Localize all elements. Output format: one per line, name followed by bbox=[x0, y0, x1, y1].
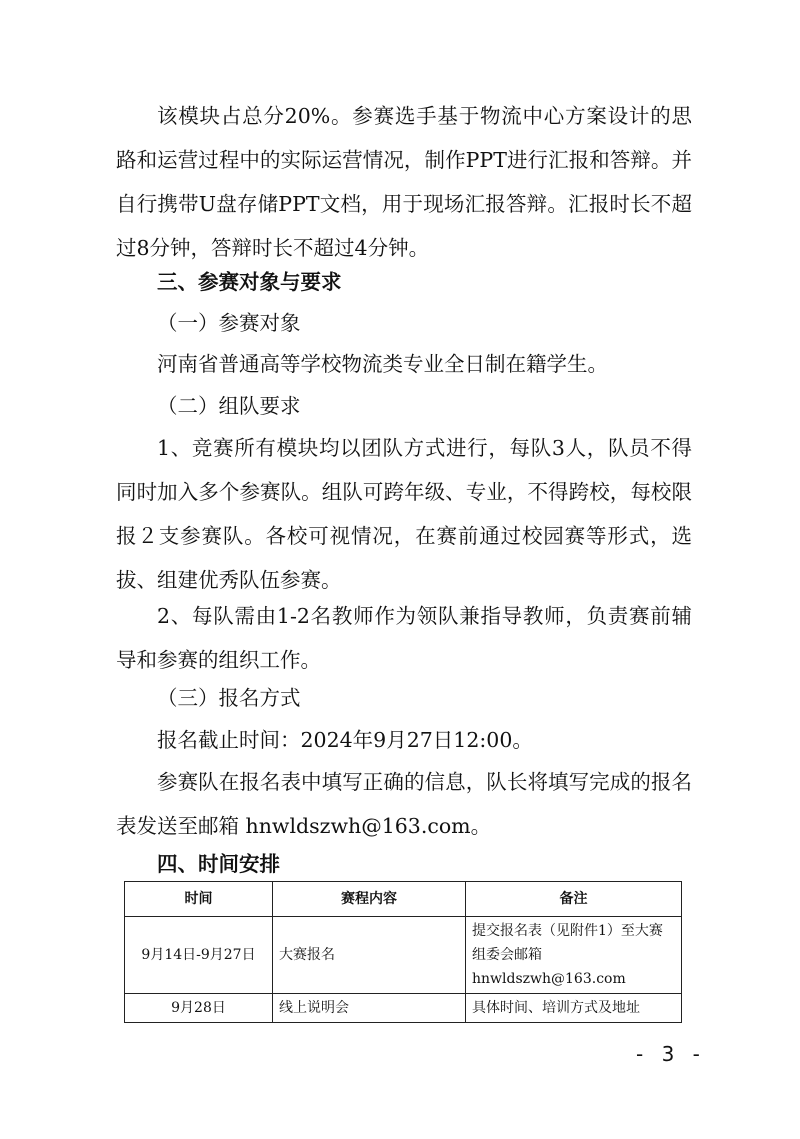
table-row bbox=[125, 917, 682, 994]
header-content: 赛程内容 bbox=[273, 882, 466, 917]
cell-note: 提交报名表（见附件1）至大赛组委会邮箱 hnwldszwh@163.com bbox=[466, 917, 682, 994]
paragraph-team-rule-1: 1、竞赛所有模块均以团队方式进行，每队3人，队员不得同时加入多个参赛队。组队可跨年级、专业，不得跨校，每校限报２支参赛队。各校可视情况，在赛前通过校园赛等形式，选拔、组建优秀队伍参赛。 bbox=[116, 436, 692, 592]
heading-team-requirements: （二）组队要求 bbox=[157, 394, 301, 418]
paragraph-participants: 河南省普通高等学校物流类专业全日制在籍学生。 bbox=[157, 352, 608, 376]
header-time: 时间 bbox=[125, 882, 273, 917]
heading-section-3: 三、参赛对象与要求 bbox=[157, 270, 342, 294]
cell-content: 大赛报名 bbox=[273, 917, 466, 994]
paragraph-registration-deadline: 报名截止时间：2024年9月27日12:00。 bbox=[157, 728, 533, 752]
heading-section-4: 四、时间安排 bbox=[157, 852, 280, 876]
cell-note: 具体时间、培训方式及地址 bbox=[466, 994, 682, 1023]
heading-participants: （一）参赛对象 bbox=[157, 311, 301, 335]
heading-registration: （三）报名方式 bbox=[157, 686, 301, 710]
cell-time: 9月28日 bbox=[125, 994, 273, 1023]
table-row bbox=[125, 994, 682, 1023]
paragraph-registration-email: 参赛队在报名表中填写正确的信息，队长将填写完成的报名表发送至邮箱 hnwldszwh@163.com。 bbox=[116, 770, 692, 838]
cell-time: 9月14日-9月27日 bbox=[125, 917, 273, 994]
paragraph-module-score: 该模块占总分20%。参赛选手基于物流中心方案设计的思路和运营过程中的实际运营情况，制作PPT进行汇报和答辩。并自行携带U盘存储PPT文档，用于现场汇报答辩。汇报时长不超过8分钟，答辩时长不超过4分钟。 bbox=[116, 104, 692, 260]
paragraph-team-rule-2: 2、每队需由1-2名教师作为领队兼指导教师，负责赛前辅导和参赛的组织工作。 bbox=[116, 604, 692, 672]
header-note: 备注 bbox=[466, 882, 682, 917]
table-header-row bbox=[125, 882, 682, 917]
page-number: - 3 - bbox=[636, 1042, 706, 1066]
cell-content: 线上说明会 bbox=[273, 994, 466, 1023]
schedule-table bbox=[124, 881, 682, 1023]
